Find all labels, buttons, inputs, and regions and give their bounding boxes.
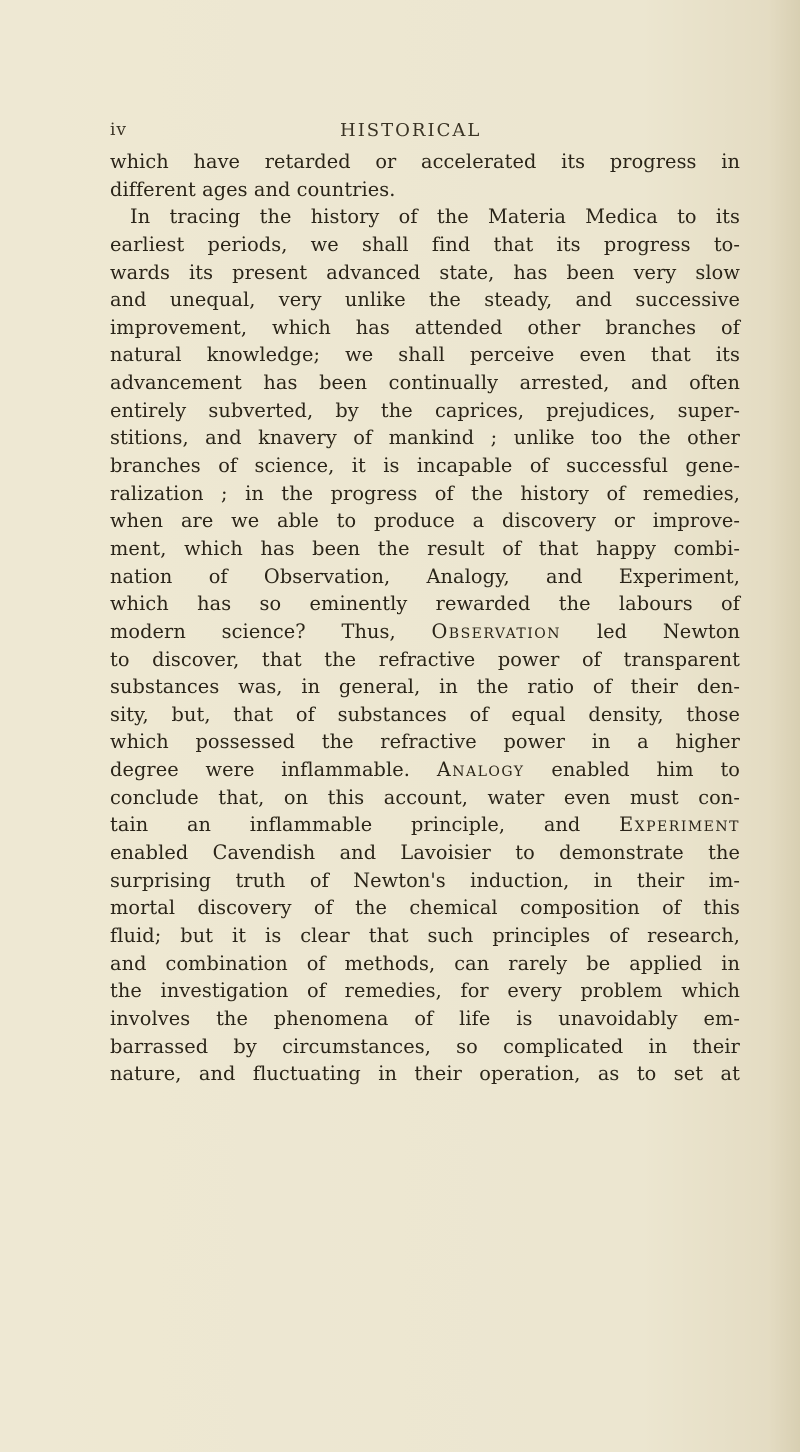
text-line <box>110 618 740 646</box>
text-line: nature, and fluctuating in their operation, as to set at <box>110 1062 740 1086</box>
text-line: barrassed by circumstances, so complicated in their <box>110 1034 740 1058</box>
text-line: enabled Cavendish and Lavoisier to demonstrate the <box>110 841 740 865</box>
small-caps-term: Observation <box>431 619 562 643</box>
small-caps-term: Experiment <box>619 813 740 837</box>
text-line: earliest periods, we shall find that its progress to- <box>110 232 740 256</box>
text-line: ralization ; in the progress of the history of remedies, <box>110 481 740 505</box>
text-line: which has so eminently rewarded the labours of <box>110 592 740 616</box>
text-line: branches of science, it is incapable of successful gene- <box>110 454 740 478</box>
text-line: stitions, and knavery of mankind ; unlike too the other <box>110 426 740 450</box>
small-caps-term: Analogy <box>436 758 525 782</box>
text-line: substances was, in general, in the ratio of their den- <box>110 675 740 699</box>
text-line: advancement has been continually arrested, and often <box>110 371 740 395</box>
text-line: to discover, that the refractive power of transparent <box>110 647 740 671</box>
page-number: iv <box>110 120 128 140</box>
text-line <box>110 811 740 839</box>
text-line: which possessed the refractive power in a higher <box>110 730 740 754</box>
text-line: different ages and countries. <box>110 177 396 201</box>
text-segment: degree were inflammable. <box>110 758 437 782</box>
text-segment: led Newton <box>561 619 740 643</box>
text-line: the investigation of remedies, for every problem which <box>110 979 740 1003</box>
text-line <box>110 756 740 784</box>
text-line: fluid; but it is clear that such principles of research, <box>110 923 740 947</box>
body-text <box>110 148 740 1088</box>
text-segment: modern science? Thus, <box>110 619 432 643</box>
text-line: surprising truth of Newton's induction, in their im- <box>110 868 740 892</box>
text-line: which have retarded or accelerated its progress in <box>110 150 740 173</box>
page-header <box>0 114 800 144</box>
text-line: involves the phenomena of life is unavoidably em- <box>110 1006 740 1030</box>
text-line: mortal discovery of the chemical composition of this <box>110 896 740 920</box>
text-line: and unequal, very unlike the steady, and successive <box>110 288 740 312</box>
text-line: entirely subverted, by the caprices, prejudices, super- <box>110 398 740 422</box>
text-line: when are we able to produce a discovery or improve- <box>110 509 740 533</box>
text-line: and combination of methods, can rarely be applied in <box>110 951 740 975</box>
running-title: HISTORICAL <box>340 120 482 141</box>
text-segment: enabled him to <box>524 758 741 782</box>
text-line: ment, which has been the result of that happy combi- <box>110 536 740 560</box>
text-line: sity, but, that of substances of equal density, those <box>110 702 740 726</box>
text-line: conclude that, on this account, water even must con- <box>110 785 740 809</box>
text-segment: tain an inflammable principle, and <box>110 813 620 837</box>
text-line: improvement, which has attended other branches of <box>110 315 740 339</box>
text-line: wards its present advanced state, has been very slow <box>110 260 740 284</box>
text-line: nation of Observation, Analogy, and Experiment, <box>110 564 740 588</box>
text-line: natural knowledge; we shall perceive even that its <box>110 343 740 367</box>
text-line: In tracing the history of the Materia Medica to its <box>130 205 740 229</box>
